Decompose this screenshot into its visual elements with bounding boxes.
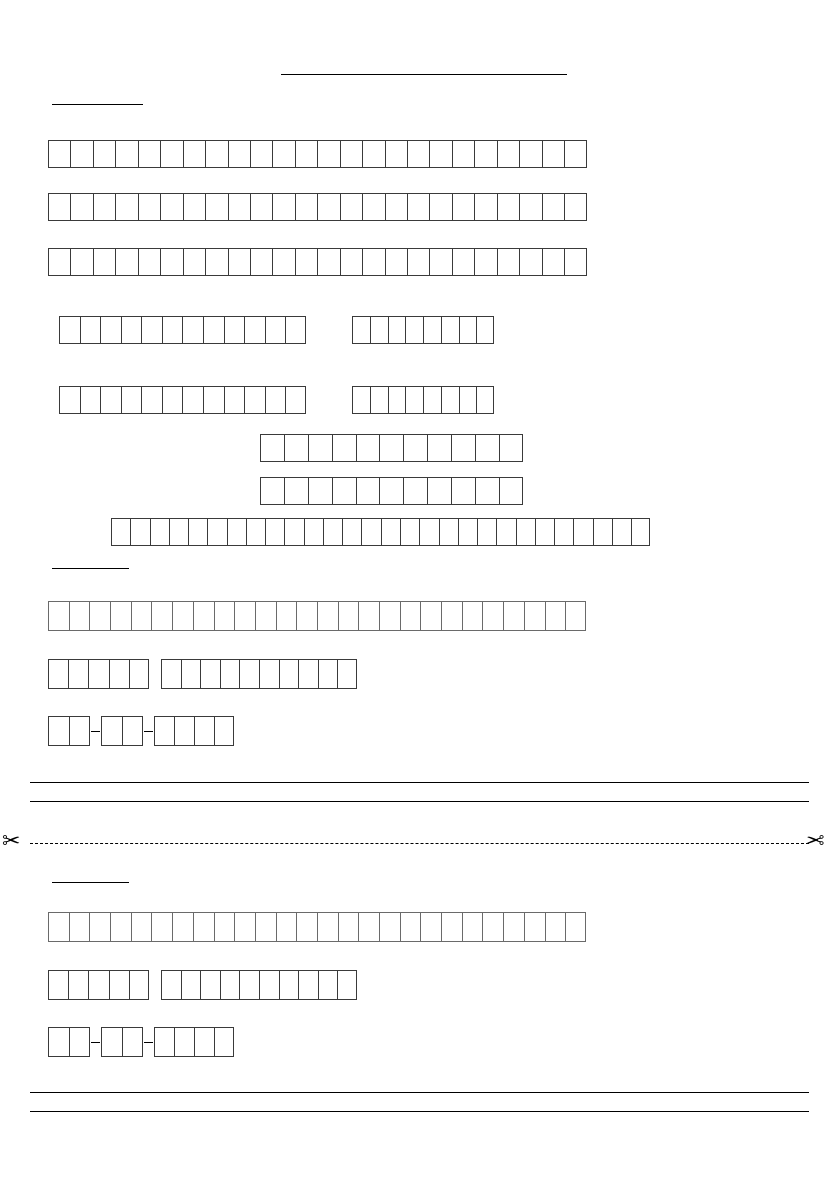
section-2-underline — [52, 568, 129, 569]
signature-rule-4 — [30, 1111, 809, 1112]
line-4-left-field[interactable] — [59, 316, 306, 344]
copy-2-date-year[interactable] — [154, 1027, 234, 1057]
cut-line — [30, 843, 809, 844]
signature-rule-1 — [30, 782, 809, 783]
date-separator-3 — [91, 1042, 100, 1043]
copy-1-line-1-field[interactable] — [48, 601, 586, 631]
copy-1-code-field[interactable] — [48, 659, 149, 689]
copy-2-line-1-field[interactable] — [48, 912, 586, 942]
copy-2-date-month[interactable] — [101, 1027, 143, 1057]
line-5-left-field[interactable] — [59, 386, 306, 414]
line-5-right-field[interactable] — [352, 386, 494, 414]
copy-2-name-field[interactable] — [161, 970, 357, 1000]
scissors-icon: ✂ — [806, 828, 825, 853]
signature-rule-3 — [30, 1092, 809, 1093]
page-title-underline — [281, 74, 567, 75]
line-7-field[interactable] — [260, 477, 523, 505]
line-3-field[interactable] — [48, 248, 587, 276]
signature-rule-2 — [30, 801, 809, 802]
line-1-field[interactable] — [48, 140, 587, 168]
scissors-icon: ✂ — [2, 828, 21, 853]
date-separator-1 — [91, 731, 100, 732]
section-1-underline — [52, 104, 143, 105]
line-8-field[interactable] — [111, 518, 651, 546]
copy-1-date-month[interactable] — [101, 716, 143, 746]
copy-2-date-day[interactable] — [48, 1027, 90, 1057]
date-separator-2 — [144, 731, 153, 732]
copy-2-code-field[interactable] — [48, 970, 149, 1000]
line-6-field[interactable] — [260, 434, 523, 462]
date-separator-4 — [144, 1042, 153, 1043]
copy-1-date-day[interactable] — [48, 716, 90, 746]
line-4-right-field[interactable] — [352, 316, 494, 344]
section-3-underline — [52, 882, 129, 883]
copy-1-name-field[interactable] — [161, 659, 357, 689]
line-2-field[interactable] — [48, 193, 587, 221]
copy-1-date-year[interactable] — [154, 716, 234, 746]
